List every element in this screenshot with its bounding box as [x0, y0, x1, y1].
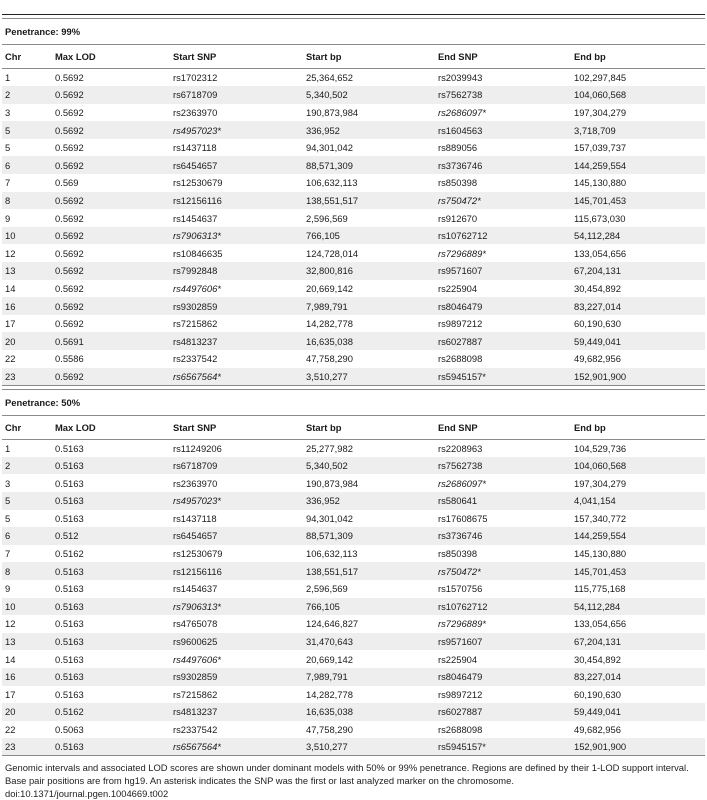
end-snp-cell: rs3736746 — [435, 156, 571, 174]
column-header: End SNP — [435, 45, 571, 69]
start-bp-cell: 336,952 — [303, 121, 435, 139]
chr-cell: 17 — [5, 318, 16, 330]
end-snp-cell: rs850398 — [438, 177, 478, 189]
max-lod-cell: 0.5692 — [55, 282, 84, 294]
max-lod-cell: 0.5692 — [55, 212, 84, 224]
max-lod-cell: 0.5692 — [52, 368, 170, 386]
end-snp-cell: rs2686097* — [438, 106, 486, 118]
start-snp-cell: rs1437118 — [173, 142, 217, 154]
table-row — [2, 174, 705, 192]
start-snp-cell: rs4813237 — [170, 703, 303, 721]
start-snp-cell: rs4497606* — [173, 653, 221, 665]
end-bp-cell: 83,227,014 — [571, 668, 705, 686]
chr-cell: 10 — [2, 227, 52, 245]
start-bp-cell: 20,669,142 — [306, 282, 353, 294]
end-snp-cell: rs225904 — [438, 282, 478, 294]
start-bp-cell: 7,989,791 — [303, 297, 435, 315]
table-row — [2, 545, 705, 563]
start-bp-cell: 20,669,142 — [306, 653, 353, 665]
end-snp-cell: rs2688098 — [438, 353, 483, 365]
max-lod-cell: 0.5692 — [55, 142, 84, 154]
start-snp-cell: rs9302859 — [170, 297, 303, 315]
end-snp-cell: rs1604563 — [435, 121, 571, 139]
table-row — [2, 315, 705, 333]
end-snp-cell: rs2688098 — [438, 723, 483, 735]
start-snp-cell: rs9600625 — [170, 633, 303, 651]
start-bp-cell: 138,551,517 — [303, 562, 435, 580]
start-bp-cell: 94,301,042 — [306, 142, 353, 154]
start-snp-cell: rs2363970 — [173, 477, 218, 489]
column-header: Max LOD — [52, 415, 170, 439]
start-bp-cell: 3,510,277 — [303, 368, 435, 386]
max-lod-cell: 0.5162 — [55, 548, 84, 560]
chr-cell: 3 — [5, 477, 11, 489]
start-bp-cell: 138,551,517 — [303, 192, 435, 210]
end-bp-cell: 115,673,030 — [574, 212, 626, 224]
end-bp-cell: 197,304,279 — [574, 477, 627, 489]
start-snp-cell: rs6567564* — [170, 738, 303, 756]
max-lod-cell: 0.5163 — [52, 457, 170, 475]
start-bp-cell: 2,596,569 — [306, 583, 348, 595]
chr-cell: 7 — [5, 177, 11, 189]
end-bp-cell: 152,901,900 — [571, 738, 705, 756]
chr-cell: 5 — [2, 121, 52, 139]
table-row — [2, 156, 705, 174]
end-bp-cell: 157,340,772 — [574, 512, 627, 524]
end-bp-cell: 197,304,279 — [574, 106, 627, 118]
start-bp-cell: 124,646,827 — [306, 618, 359, 630]
end-snp-cell: rs580641 — [435, 492, 571, 510]
start-snp-cell: rs4957023* — [170, 492, 303, 510]
end-bp-cell: 104,529,736 — [574, 442, 627, 454]
start-bp-cell: 88,571,309 — [303, 156, 435, 174]
start-bp-cell: 14,282,778 — [306, 688, 353, 700]
max-lod-cell: 0.5692 — [52, 121, 170, 139]
start-snp-cell: rs9302859 — [170, 668, 303, 686]
chr-cell: 2 — [2, 86, 52, 104]
chr-cell: 20 — [2, 332, 52, 350]
table-row — [2, 332, 705, 350]
max-lod-cell: 0.5063 — [55, 723, 84, 735]
table-row — [2, 633, 705, 651]
chr-cell: 13 — [2, 633, 52, 651]
start-bp-cell: 766,105 — [303, 598, 435, 616]
end-snp-cell: rs7562738 — [435, 86, 571, 104]
table-row — [2, 721, 705, 739]
table-row — [2, 69, 705, 87]
max-lod-cell: 0.5163 — [52, 492, 170, 510]
max-lod-cell: 0.5163 — [52, 598, 170, 616]
end-bp-cell: 67,204,131 — [571, 633, 705, 651]
chr-cell: 12 — [5, 247, 16, 259]
table-row — [2, 598, 705, 616]
end-snp-cell: rs9897212 — [438, 318, 483, 330]
end-bp-cell: 3,718,709 — [571, 121, 705, 139]
end-bp-cell: 145,130,880 — [574, 548, 627, 560]
end-bp-cell: 67,204,131 — [571, 262, 705, 280]
start-bp-cell: 32,800,816 — [303, 262, 435, 280]
section-title: Penetrance: 50% — [2, 389, 705, 415]
table-header-row — [2, 415, 705, 439]
end-snp-cell: rs912670 — [438, 212, 478, 224]
chr-cell: 1 — [5, 72, 11, 84]
start-snp-cell: rs6454657 — [170, 527, 303, 545]
start-bp-cell: 47,758,290 — [306, 353, 353, 365]
table-row — [2, 297, 705, 315]
max-lod-cell: 0.5692 — [52, 156, 170, 174]
end-snp-cell: rs17608675 — [438, 512, 488, 524]
start-bp-cell: 106,632,113 — [306, 548, 358, 560]
end-bp-cell: 30,454,892 — [574, 282, 621, 294]
max-lod-cell: 0.5692 — [52, 86, 170, 104]
end-bp-cell: 60,190,630 — [574, 688, 621, 700]
table-row — [2, 492, 705, 510]
table-row — [2, 209, 705, 227]
start-bp-cell: 2,596,569 — [306, 212, 348, 224]
end-snp-cell: rs2208963 — [438, 442, 483, 454]
table-row — [2, 738, 705, 756]
max-lod-cell: 0.5163 — [55, 583, 84, 595]
chr-cell: 22 — [5, 723, 16, 735]
start-bp-cell: 7,989,791 — [303, 668, 435, 686]
table-sections — [2, 18, 705, 756]
start-snp-cell: rs4957023* — [170, 121, 303, 139]
chr-cell: 22 — [5, 353, 16, 365]
chr-cell: 16 — [2, 297, 52, 315]
column-header: Max LOD — [52, 45, 170, 69]
chr-cell: 13 — [2, 262, 52, 280]
max-lod-cell: 0.5692 — [55, 247, 84, 259]
end-snp-cell: rs5945157* — [435, 738, 571, 756]
column-header: Chr — [2, 415, 52, 439]
end-snp-cell: rs10762712 — [435, 598, 571, 616]
start-snp-cell: rs2337542 — [173, 723, 218, 735]
start-bp-cell: 766,105 — [303, 227, 435, 245]
max-lod-cell: 0.569 — [55, 177, 79, 189]
chr-cell: 9 — [5, 212, 11, 224]
chr-cell: 5 — [5, 142, 11, 154]
chr-cell: 5 — [5, 512, 11, 524]
start-bp-cell: 5,340,502 — [303, 457, 435, 475]
end-snp-cell: rs9571607 — [435, 633, 571, 651]
start-snp-cell: rs4813237 — [170, 332, 303, 350]
chr-cell: 6 — [2, 527, 52, 545]
chr-cell: 8 — [2, 192, 52, 210]
column-header: End bp — [571, 415, 705, 439]
end-bp-cell: 83,227,014 — [571, 297, 705, 315]
start-snp-cell: rs7215862 — [173, 318, 218, 330]
table-header-row — [2, 45, 705, 69]
column-header: Start SNP — [170, 415, 303, 439]
start-snp-cell: rs1454637 — [173, 583, 218, 595]
max-lod-cell: 0.5692 — [55, 72, 84, 84]
start-bp-cell: 190,873,984 — [306, 106, 359, 118]
end-bp-cell: 104,060,568 — [571, 457, 705, 475]
column-header: End bp — [571, 45, 705, 69]
table-row — [2, 439, 705, 457]
table-row — [2, 474, 705, 492]
start-bp-cell: 16,635,038 — [303, 703, 435, 721]
start-snp-cell: rs4497606* — [173, 282, 221, 294]
chr-cell: 1 — [5, 442, 11, 454]
max-lod-cell: 0.5586 — [55, 353, 84, 365]
chr-cell: 12 — [5, 618, 16, 630]
max-lod-cell: 0.5163 — [55, 653, 84, 665]
column-header: End SNP — [435, 415, 571, 439]
end-bp-cell: 144,259,554 — [571, 156, 705, 174]
max-lod-cell: 0.5162 — [52, 703, 170, 721]
start-snp-cell: rs6454657 — [170, 156, 303, 174]
chr-cell: 3 — [5, 106, 11, 118]
start-snp-cell: rs7906313* — [170, 227, 303, 245]
start-bp-cell: 106,632,113 — [306, 177, 358, 189]
end-snp-cell: rs7296889* — [438, 247, 486, 259]
end-bp-cell: 102,297,845 — [574, 72, 627, 84]
max-lod-cell: 0.5163 — [55, 688, 84, 700]
end-snp-cell: rs1570756 — [438, 583, 483, 595]
chr-cell: 8 — [2, 562, 52, 580]
table-row — [2, 668, 705, 686]
end-bp-cell: 133,054,656 — [574, 618, 627, 630]
table-caption: Genomic intervals and associated LOD scores are shown under dominant models with 50% or 99% penetrance. Regions are defined by their 1-LOD support interval. Base pair positions are from hg19. An asterisk indicates the SNP was the first or last analyzed marker on the chromosome. — [5, 762, 689, 786]
chr-cell: 16 — [2, 668, 52, 686]
end-snp-cell: rs889056 — [438, 142, 478, 154]
top-rule — [2, 14, 705, 15]
max-lod-cell: 0.5163 — [55, 512, 84, 524]
chr-cell: 23 — [2, 368, 52, 386]
penetrance-table — [2, 415, 705, 757]
end-bp-cell: 145,701,453 — [571, 192, 705, 210]
doi-text: doi:10.1371/journal.pgen.1004669.t002 — [5, 787, 169, 799]
max-lod-cell: 0.5692 — [52, 262, 170, 280]
end-bp-cell: 30,454,892 — [574, 653, 621, 665]
start-snp-cell: rs1702312 — [173, 72, 218, 84]
end-snp-cell: rs8046479 — [435, 297, 571, 315]
start-snp-cell: rs7906313* — [170, 598, 303, 616]
chr-cell: 14 — [5, 653, 16, 665]
start-bp-cell: 31,470,643 — [303, 633, 435, 651]
table-page — [0, 14, 707, 800]
end-snp-cell: rs2039943 — [438, 72, 483, 84]
end-bp-cell: 4,041,154 — [571, 492, 705, 510]
end-bp-cell: 60,190,630 — [574, 318, 621, 330]
table-row — [2, 527, 705, 545]
end-snp-cell: rs5945157* — [435, 368, 571, 386]
start-bp-cell: 25,277,982 — [306, 442, 353, 454]
start-snp-cell: rs6718709 — [170, 86, 303, 104]
end-bp-cell: 54,112,284 — [571, 227, 705, 245]
table-row — [2, 86, 705, 104]
end-snp-cell: rs850398 — [438, 548, 478, 560]
table-row — [2, 562, 705, 580]
end-snp-cell: rs8046479 — [435, 668, 571, 686]
table-row — [2, 457, 705, 475]
start-bp-cell: 47,758,290 — [306, 723, 353, 735]
chr-cell: 14 — [5, 282, 16, 294]
max-lod-cell: 0.5163 — [55, 618, 84, 630]
max-lod-cell: 0.5163 — [52, 633, 170, 651]
start-snp-cell: rs12530679 — [173, 177, 223, 189]
max-lod-cell: 0.5692 — [55, 318, 84, 330]
end-bp-cell: 49,682,956 — [574, 723, 621, 735]
end-bp-cell: 115,775,168 — [574, 583, 626, 595]
max-lod-cell: 0.5163 — [52, 738, 170, 756]
start-snp-cell: rs1437118 — [173, 512, 217, 524]
table-row — [2, 650, 705, 668]
chr-cell: 5 — [2, 492, 52, 510]
start-snp-cell: rs2337542 — [173, 353, 218, 365]
max-lod-cell: 0.5163 — [55, 442, 84, 454]
max-lod-cell: 0.5692 — [52, 297, 170, 315]
start-bp-cell: 336,952 — [303, 492, 435, 510]
end-snp-cell: rs10762712 — [435, 227, 571, 245]
start-bp-cell: 124,728,014 — [306, 247, 359, 259]
start-bp-cell: 16,635,038 — [303, 332, 435, 350]
table-row — [2, 615, 705, 633]
max-lod-cell: 0.5692 — [52, 227, 170, 245]
start-bp-cell: 5,340,502 — [303, 86, 435, 104]
chr-cell: 17 — [5, 688, 16, 700]
chr-cell: 7 — [5, 548, 11, 560]
max-lod-cell: 0.5691 — [52, 332, 170, 350]
column-header: Start bp — [303, 415, 435, 439]
end-snp-cell: rs6027887 — [435, 703, 571, 721]
max-lod-cell: 0.512 — [52, 527, 170, 545]
chr-cell: 6 — [2, 156, 52, 174]
start-bp-cell: 190,873,984 — [306, 477, 359, 489]
end-snp-cell: rs7296889* — [438, 618, 486, 630]
max-lod-cell: 0.5692 — [55, 106, 84, 118]
end-bp-cell: 54,112,284 — [571, 598, 705, 616]
table-row — [2, 368, 705, 386]
start-bp-cell: 14,282,778 — [306, 318, 353, 330]
start-snp-cell: rs7215862 — [173, 688, 218, 700]
end-bp-cell: 59,449,041 — [571, 332, 705, 350]
chr-cell: 10 — [2, 598, 52, 616]
end-bp-cell: 49,682,956 — [574, 353, 621, 365]
penetrance-table — [2, 44, 705, 386]
table-row — [2, 703, 705, 721]
chr-cell: 2 — [2, 457, 52, 475]
start-snp-cell: rs2363970 — [173, 106, 218, 118]
start-snp-cell: rs7992848 — [170, 262, 303, 280]
max-lod-cell: 0.5163 — [55, 477, 84, 489]
start-bp-cell: 94,301,042 — [306, 512, 353, 524]
section-title: Penetrance: 99% — [2, 18, 705, 44]
table-row — [2, 510, 705, 528]
end-bp-cell: 104,060,568 — [571, 86, 705, 104]
start-snp-cell: rs4765078 — [173, 618, 218, 630]
end-snp-cell: rs2686097* — [438, 477, 486, 489]
table-row — [2, 686, 705, 704]
start-snp-cell: rs1454637 — [173, 212, 218, 224]
start-snp-cell: rs12530679 — [173, 548, 223, 560]
start-bp-cell: 25,364,652 — [306, 72, 353, 84]
end-bp-cell: 59,449,041 — [571, 703, 705, 721]
start-snp-cell: rs10846635 — [173, 247, 223, 259]
start-bp-cell: 3,510,277 — [303, 738, 435, 756]
end-bp-cell: 145,701,453 — [571, 562, 705, 580]
chr-cell: 20 — [2, 703, 52, 721]
start-snp-cell: rs12156116 — [170, 192, 303, 210]
table-row — [2, 580, 705, 598]
column-header: Start bp — [303, 45, 435, 69]
table-row — [2, 139, 705, 157]
table-row — [2, 192, 705, 210]
end-snp-cell: rs750472* — [435, 192, 571, 210]
max-lod-cell: 0.5692 — [52, 192, 170, 210]
end-bp-cell: 145,130,880 — [574, 177, 627, 189]
table-row — [2, 262, 705, 280]
end-snp-cell: rs9571607 — [435, 262, 571, 280]
start-snp-cell: rs6718709 — [170, 457, 303, 475]
max-lod-cell: 0.5163 — [52, 562, 170, 580]
end-bp-cell: 144,259,554 — [571, 527, 705, 545]
end-snp-cell: rs750472* — [435, 562, 571, 580]
column-header: Chr — [2, 45, 52, 69]
start-snp-cell: rs12156116 — [170, 562, 303, 580]
table-row — [2, 350, 705, 368]
end-snp-cell: rs225904 — [438, 653, 478, 665]
end-bp-cell: 157,039,737 — [574, 142, 627, 154]
start-bp-cell: 88,571,309 — [303, 527, 435, 545]
table-row — [2, 280, 705, 298]
end-bp-cell: 152,901,900 — [571, 368, 705, 386]
end-snp-cell: rs7562738 — [435, 457, 571, 475]
table-row — [2, 121, 705, 139]
chr-cell: 23 — [2, 738, 52, 756]
chr-cell: 9 — [5, 583, 11, 595]
start-snp-cell: rs11249206 — [173, 442, 222, 454]
end-bp-cell: 133,054,656 — [574, 247, 627, 259]
end-snp-cell: rs3736746 — [435, 527, 571, 545]
table-row — [2, 104, 705, 122]
end-snp-cell: rs6027887 — [435, 332, 571, 350]
start-snp-cell: rs6567564* — [170, 368, 303, 386]
table-row — [2, 244, 705, 262]
table-row — [2, 227, 705, 245]
end-snp-cell: rs9897212 — [438, 688, 483, 700]
max-lod-cell: 0.5163 — [52, 668, 170, 686]
column-header: Start SNP — [170, 45, 303, 69]
